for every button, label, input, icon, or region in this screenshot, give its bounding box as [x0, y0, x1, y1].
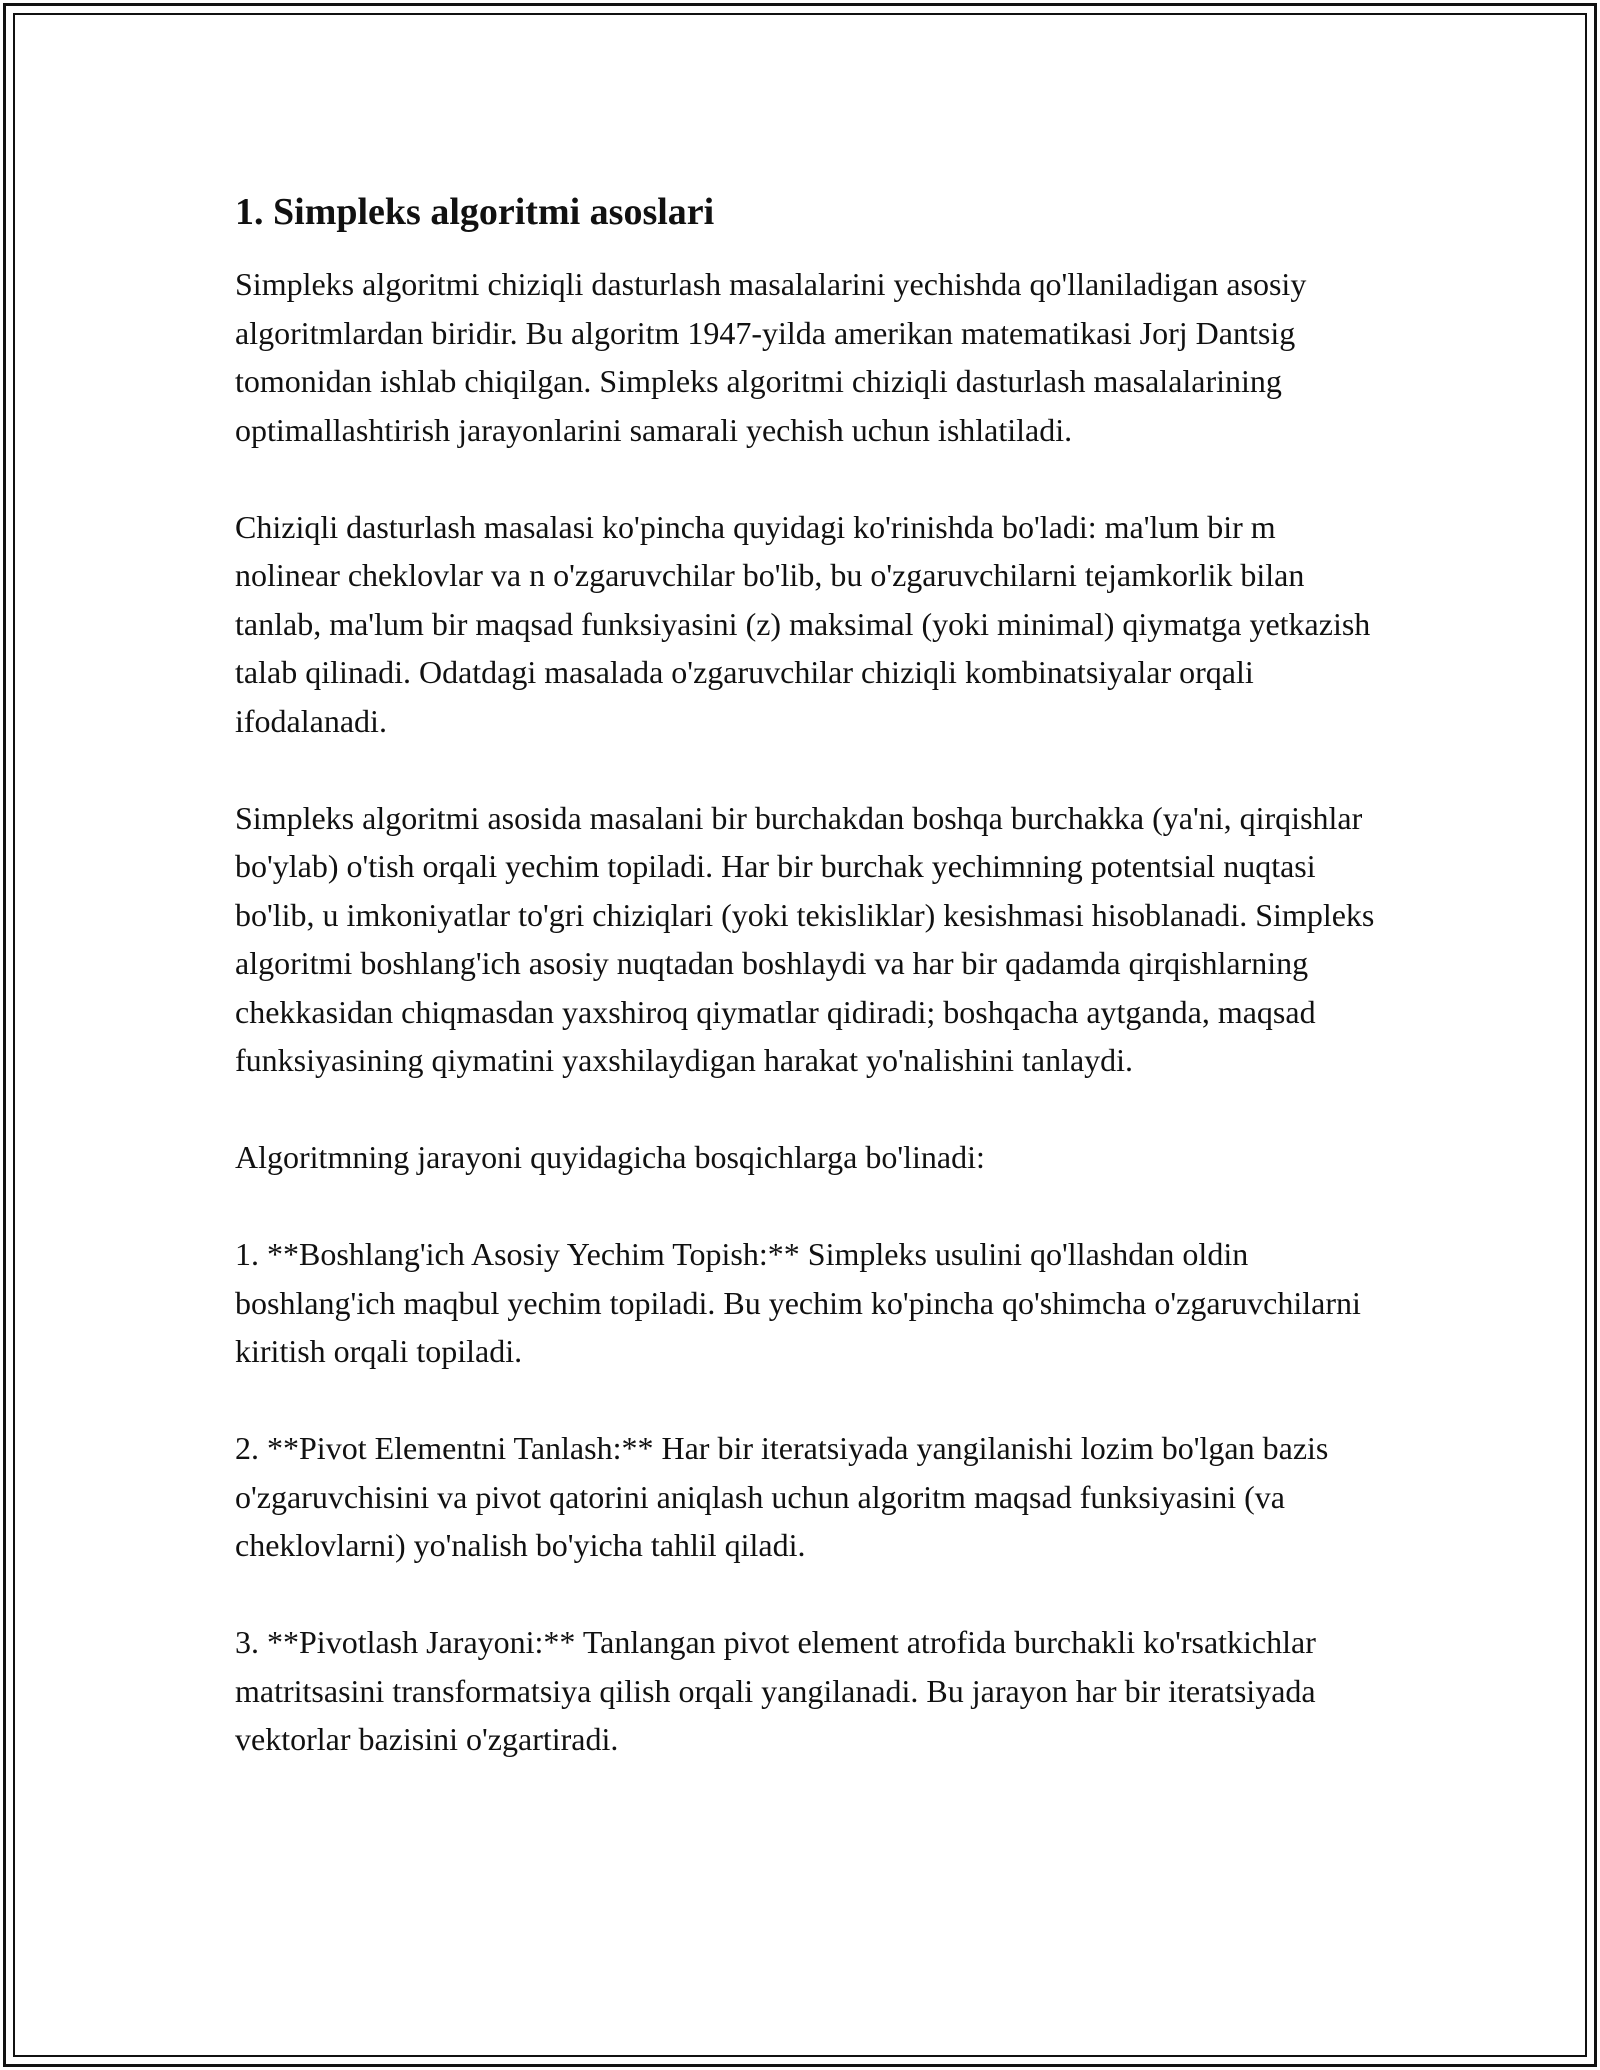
list-item-step-3: 3. **Pivotlash Jarayoni:** Tanlangan pivot element atrofida burchakli ko'rsatkichlar matritsasini transformatsiya qilish orqali yangilanadi. Bu jarayon har bir iteratsiyada vektorlar bazisini o'zgartiradi. — [235, 1624, 1316, 1757]
list-item-step-2: 2. **Pivot Elementni Tanlash:** Har bir iteratsiyada yangilanishi lozim bo'lgan bazis o'zgaruvchisini va pivot qatorini aniqlash uchun algoritm maqsad funksiyasini (va cheklovlarni) yo'nalish bo'yicha tahlil qiladi. — [235, 1430, 1329, 1563]
paragraph-intro: Simpleks algoritmi chiziqli dasturlash masalalarini yechishda qo'llaniladigan asosiy algoritmlardan biridir. Bu algoritm 1947-yilda amerikan matematikasi Jorj Dantsig tomonidan ishlab chiqilgan. Simpleks algoritmi chiziqli dasturlash masalalarining optimallashtirish jarayonlarini samarali yechish uchun ishlatiladi. — [235, 266, 1307, 448]
paragraph-vertex-method: Simpleks algoritmi asosida masalani bir burchakdan boshqa burchakka (ya'ni, qirqishlar bo'ylab) o'tish orqali yechim topiladi. Har bir burchak yechimning potentsial nuqtasi bo'lib, u imkoniyatlar to'gri chiziqlari (yoki tekisliklar) kesishmasi hisoblanadi. Simpleks algoritmi boshlang'ich asosiy nuqtadan boshlaydi va har bir qadamda qirqishlarning chekkasidan chiqmasdan yaxshiroq qiymatlar qidiradi; boshqacha aytganda, maqsad funksiyasining qiymatini yaxshilaydigan harakat yo'nalishini tanlaydi. — [235, 799, 1375, 1078]
paragraph-steps-intro: Algoritmning jarayoni quyidagicha bosqichlarga bo'linadi: — [235, 1139, 985, 1175]
list-item-step-1: 1. **Boshlang'ich Asosiy Yechim Topish:** Simpleks usulini qo'llashdan oldin boshlang'ich maqbul yechim topiladi. Bu yechim ko'pincha qo'shimcha o'zgaruvchilarni kiritish orqali topiladi. — [235, 1236, 1361, 1369]
paragraph-problem-form: Chiziqli dasturlash masalasi ko'pincha quyidagi ko'rinishda bo'ladi: ma'lum bir m nolinear cheklovlar va n o'zgaruvchilar bo'lib, bu o'zgaruvchilarni tejamkorlik bilan tanlab, ma'lum bir maqsad funksiyasini (z) maksimal (yoki minimal) qiymatga yetkazish talab qilinadi. Odatdagi masalada o'zgaruvchilar chiziqli kombinatsiyalar orqali ifodalanadi. — [235, 508, 1371, 739]
document-body — [235, 188, 1375, 1764]
section-title: 1. Simpleks algoritmi asoslari — [235, 191, 715, 233]
